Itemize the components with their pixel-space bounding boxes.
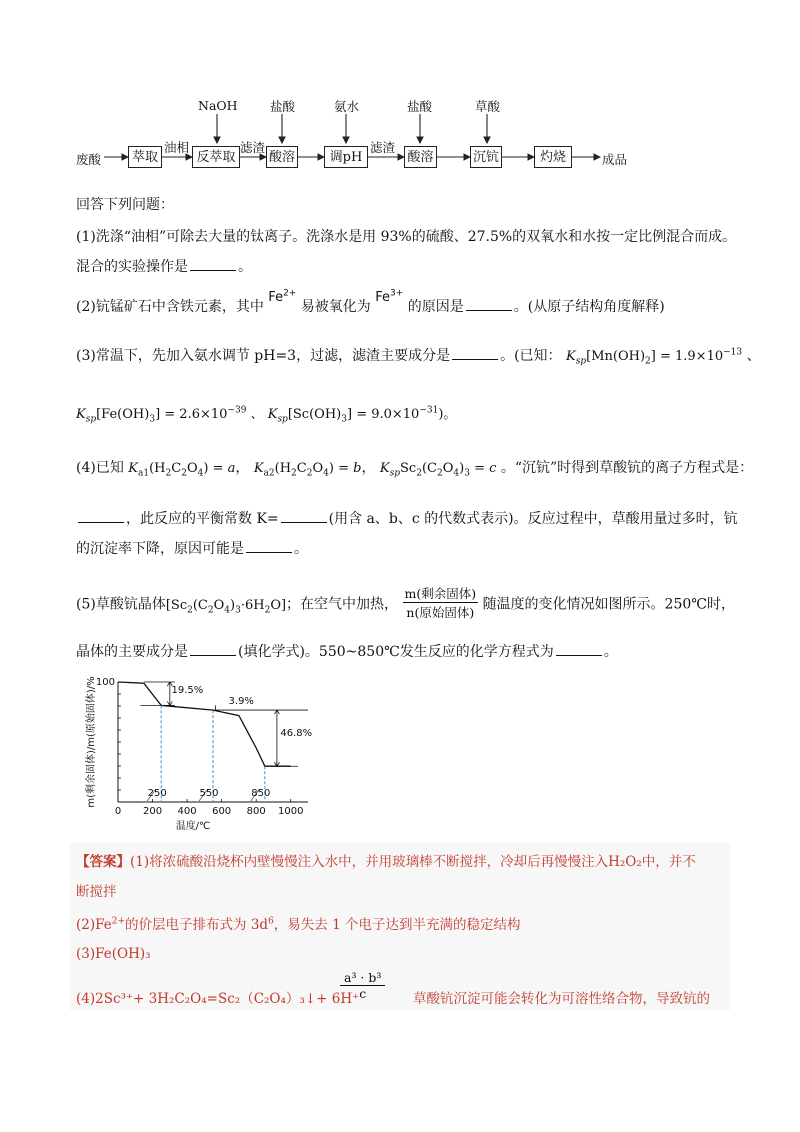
ksp-sc-exp: −31 xyxy=(419,405,439,416)
q4-line1: (4)已知 $K_{a1}(H_2C_2O_4) = a$， $K_{a2}(H_2C_2O_4) = b$， $K_{sp}Sc_2(C_2O_4)_3 = c$ 。“沉钪”时得到草酸钪的离子方程式是： xyxy=(76,460,754,479)
answer-1-line2: 断搅拌 xyxy=(76,884,117,900)
ka1-expression: $K_{a1}(H_2C_2O_4) = a$ xyxy=(128,461,236,479)
ka2-expression: $K_{a2}(H_2C_2O_4) = b$ xyxy=(253,461,362,479)
ksp-mn-value: = 1.9×10 xyxy=(659,349,724,364)
q1-line2 xyxy=(76,256,252,276)
ksp-sc-value: = 9.0×10 xyxy=(356,407,420,422)
flow-box-precipitate-sc: 沉钪 xyxy=(470,146,502,168)
answer-1-line1: (1)将浓硫酸沿烧杯内壁慢慢注入水中，并用玻璃棒不断搅拌，冷却后再慢慢注入H₂O₂中，并不 xyxy=(130,854,696,870)
answer-blank xyxy=(556,643,602,656)
ksp-sc-oxalate-value: = c xyxy=(474,461,497,476)
thermogravimetric-chart xyxy=(70,670,330,835)
ksp-fe-exp: −39 xyxy=(227,405,247,416)
fe2-charge: 2+ xyxy=(283,288,297,299)
y-axis-label: m(剩余固体)/m(原始固体)/% xyxy=(86,676,97,808)
answer-blank xyxy=(452,347,498,360)
flow-link-residue-2: 滤渣 xyxy=(370,140,396,155)
flow-box-acid-dissolve-1: 酸溶 xyxy=(266,146,298,168)
flow-box-extract: 萃取 xyxy=(128,146,162,168)
q2-line xyxy=(76,288,665,316)
q4-text-c: ，此反应的平衡常数 K= xyxy=(126,511,279,527)
q3-text-a: (3)常温下，先加入氨水调节 pH=3，过滤，滤渣主要成分是 xyxy=(76,348,451,364)
q3-end: )。 xyxy=(438,407,457,422)
flow-start: 废酸 xyxy=(76,152,102,167)
reagent-hcl-1: 盐酸 xyxy=(270,99,296,114)
answer-line1 xyxy=(76,850,696,870)
answer-2-post: ，易失去 1 个电子达到半充满的稳定结构 xyxy=(273,917,521,933)
flow-box-acid-dissolve-2: 酸溶 xyxy=(404,146,437,168)
answer-4-k-fraction xyxy=(340,970,385,1001)
flow-end: 成品 xyxy=(602,152,628,167)
fe2-symbol: Fe xyxy=(268,290,284,305)
q4-text-e: 的沉淀率下降，原因可能是 xyxy=(76,541,244,557)
x-tick-label: 400 xyxy=(177,806,197,817)
temperature-marker-label: 250 xyxy=(147,788,167,799)
answer-2-pre: (2)Fe xyxy=(76,917,112,933)
q5-text-f: 。 xyxy=(603,644,618,660)
ksp-fe-expression: $K_{sp}[Fe(OH)_3] = 2.6\times 10^{-39}$ xyxy=(76,405,247,425)
ksp-fe-value: = 2.6×10 xyxy=(164,407,228,422)
answer-4-k-den: c xyxy=(359,986,367,1001)
ksp-mn-expression: $K_{sp}[Mn(OH)_2] = 1.9\times 10^{-13}$ xyxy=(566,347,743,367)
reagent-oxalic: 草酸 xyxy=(475,99,501,114)
answer-blank xyxy=(466,298,512,311)
q5-text-a: (5)草酸钪晶体 xyxy=(76,596,166,613)
answer-blank xyxy=(78,510,124,523)
answer-4-k-num: a³ · b³ xyxy=(340,970,385,986)
answer-blank xyxy=(190,643,236,656)
q4-line3 xyxy=(76,538,308,558)
q3-line2 xyxy=(76,403,456,425)
q3-sep-2: 、 xyxy=(250,407,264,422)
fraction-numerator: m(剩余固体) xyxy=(404,586,477,601)
reagent-hcl-2: 盐酸 xyxy=(407,99,433,114)
ka2-value: = b xyxy=(338,461,362,476)
temperature-marker-label: 850 xyxy=(251,788,271,799)
x-tick-label: 200 xyxy=(142,806,163,817)
q1-line1: (1)洗涤“油相”可除去大量的钛离子。洗涤水是用 93%的硫酸、27.5%的双氧水和水按一定比例混合而成。 xyxy=(76,229,737,245)
q4-text-d: (用含 a、b、c 的代数式表示)。反应过程中，草酸用量过多时，钪 xyxy=(328,511,738,527)
q4-text-b: 。“沉钪”时得到草酸钪的离子方程式是： xyxy=(500,460,754,476)
loss-label-3: 46.8% xyxy=(280,728,313,739)
mass-ratio-fraction xyxy=(403,584,479,621)
answer-4-tail: 草酸钪沉淀可能会转化为可溶性络合物，导致钪的 xyxy=(413,991,710,1007)
q4-line2 xyxy=(76,508,738,528)
answer-4-equation: (4)2Sc³⁺+ 3H₂C₂O₄=Sc₂（C₂O₄）₃↓+ 6H⁺ xyxy=(76,991,360,1007)
x-tick-label: 1000 xyxy=(278,806,304,817)
flow-box-calcine: 灼烧 xyxy=(534,146,572,168)
x-tick-label: 0 xyxy=(114,806,122,817)
answer-2-mid: 的价层电子排布式为 3d xyxy=(125,917,269,933)
answer-2 xyxy=(76,913,520,933)
q5-text-d: 晶体的主要成分是 xyxy=(76,644,188,660)
q5-line2 xyxy=(76,641,618,661)
sc-oxalate-formula: $[Sc_2(C_2O_4)_3\cdot 6H_2O]$ xyxy=(165,597,287,616)
reagent-ammonia: 氨水 xyxy=(334,99,360,114)
flow-box-back-extract: 反萃取 xyxy=(192,146,240,168)
q2-text-a: (2)钪锰矿石中含铁元素，其中 xyxy=(76,299,264,315)
flow-arrows xyxy=(0,0,800,180)
loss-label-2: 3.9% xyxy=(228,696,254,708)
ksp-sc-expression: $K_{sp}[Sc(OH)_3] = 9.0\times 10^{-31}$ xyxy=(267,405,439,425)
flow-link-residue-1: 滤渣 xyxy=(240,140,266,155)
x-tick-label: 600 xyxy=(212,806,232,817)
temperature-marker-label: 550 xyxy=(199,788,219,799)
fe3-charge: 3+ xyxy=(390,288,404,299)
q3-text-b: 。(已知： xyxy=(500,348,562,364)
q5-text-b: ；在空气中加热， xyxy=(286,596,399,613)
fraction-denominator: n(原始固体) xyxy=(406,605,475,620)
q2-text-b: 易被氧化为 xyxy=(300,299,371,315)
answer-blank xyxy=(246,540,292,553)
x-tick-label: 800 xyxy=(246,806,266,817)
answer-2-sup: 2+ xyxy=(111,916,126,927)
q2-text-c: 的原因是 xyxy=(407,299,464,315)
ksp-sc-oxalate-expression: $K_{sp}Sc_2(C_2O_4)_3 = c$ xyxy=(379,461,497,479)
q5-text-e: (填化学式)。550~850℃发生反应的化学方程式为 xyxy=(238,644,554,660)
q3-sep: 、 xyxy=(746,348,761,364)
ka1-value: = a xyxy=(212,461,236,476)
q4-text-f: 。 xyxy=(294,541,308,557)
flow-link-oil: 油相 xyxy=(164,140,190,155)
intro-text: 回答下列问题： xyxy=(76,197,174,213)
answer-2-sup2: 6 xyxy=(268,916,274,927)
y-tick-label: 100 xyxy=(95,677,115,688)
q1-line2-text: 混合的实验操作是 xyxy=(76,259,188,275)
mass-curve xyxy=(118,682,291,766)
q5-text-c: 随温度的变化情况如图所示。250℃时， xyxy=(482,596,735,613)
q3-line1 xyxy=(76,345,761,367)
reagent-naoh: NaOH xyxy=(198,98,238,113)
answer-blank xyxy=(190,258,236,271)
q2-text-d: 。(从原子结构角度解释) xyxy=(513,299,665,315)
answer-blank xyxy=(281,510,327,523)
answer-3: (3)Fe(OH)₃ xyxy=(76,946,151,962)
ksp-mn-exp: −13 xyxy=(723,347,743,358)
answer-label: 【答案】 xyxy=(76,854,130,870)
flow-box-adjust-ph: 调pH xyxy=(324,146,368,168)
fe3-symbol: Fe xyxy=(375,290,391,305)
q5-line1 xyxy=(76,586,735,623)
q4-text-a: (4)已知 xyxy=(76,460,124,476)
loss-label-1: 19.5% xyxy=(171,684,204,696)
x-axis-label: 温度/℃ xyxy=(175,821,211,832)
q1-line2-end: 。 xyxy=(238,259,252,275)
